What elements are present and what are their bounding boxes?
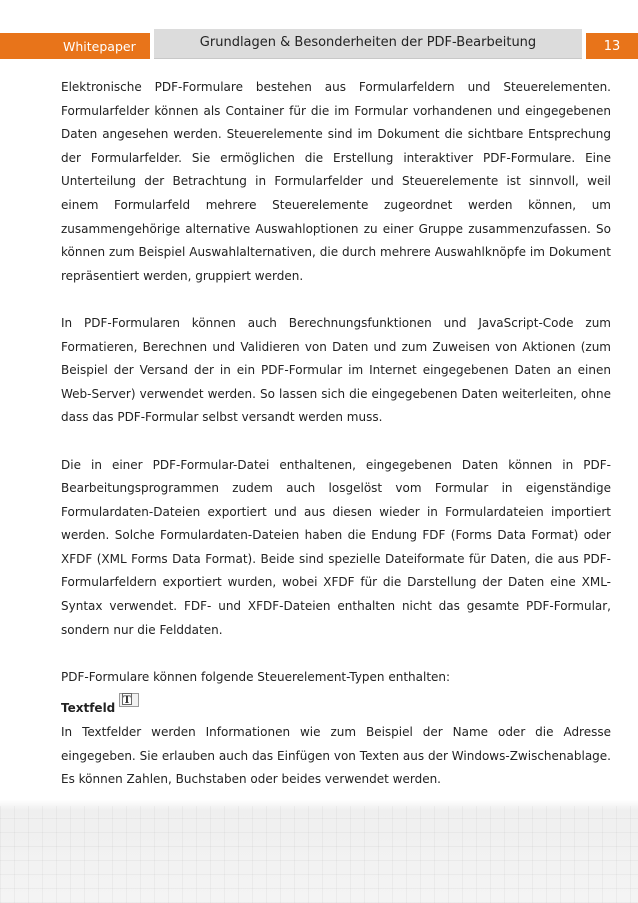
page-body [61,76,611,792]
textfield-icon-glyph: T [123,695,131,707]
header-title: Grundlagen & Besonderheiten der PDF-Bearbeitung [154,29,582,59]
paragraph-form-data-export: Die in einer PDF-Formular-Datei enthaltenen, eingegebenen Daten können in PDF-Bearbeitungsprogrammen zudem auch losgelöst vom Formular in eigenständige Formulardaten-Dateien exportiert und aus diesen wieder in Formulardateien importiert werden. Solche Formulardaten-Dateien haben die Endung FDF (Forms Data Format) oder XFDF (XML Forms Data Format). Beide sind spezielle Dateiformate für Daten, die aus PDF-Formularfeldern exportiert wurden, wobei XFDF für die Darstellung der Daten eine XML-Syntax verwendet. FDF- und XFDF-Dateien enthalten nicht das gesamte PDF-Formular, sondern nur die Felddaten. [61,457,611,637]
page-number: 13 [586,33,638,59]
paragraph-pdf-forms-intro: Elektronische PDF-Formulare bestehen aus Formularfeldern und Steuerelementen. Formularfelder können als Container für die im Formular vorhandenen und eingegebenen Daten angesehen werden. Steuerelemente sind im Dokument die sichtbare Entsprechung der Formularfelder. Sie ermöglichen die Erstellung interaktiver PDF-Formulare. Eine Unterteilung der Betrachtung in Formularfelder und Steuerelemente ist sinnvoll, weil einem Formularfeld mehrere Steuerelemente zugeordnet werden können, um zusammengehörige alternative Auswahloptionen zu einer Gruppe zusammenzufassen. So können zum Beispiel Auswahlalternativen, die durch mehrere Auswahlknöpfe im Dokument repräsentiert werden, gruppiert werden. [61,80,611,283]
page-header [0,29,638,59]
footer-pattern [0,806,638,903]
section-heading-label: Textfeld [61,701,116,716]
header-document-type: Whitepaper [0,33,150,59]
paragraph-control-types-intro: PDF-Formulare können folgende Steuerelement-Typen enthalten: [61,669,451,684]
paragraph-textfeld-description: In Textfelder werden Informationen wie zum Beispiel der Name oder die Adresse eingegeben. Sie erlauben auch das Einfügen von Texten aus der Windows-Zwischenablage. Es können Zahlen, Buchstaben oder beides verwendet werden. [61,725,611,787]
section-heading-textfeld [61,697,611,721]
textfield-icon [119,693,139,707]
paragraph-calculation-functions: In PDF-Formularen können auch Berechnungsfunktionen und JavaScript-Code zum Formatieren, Berechnen und Validieren von Daten und zum Zuweisen von Aktionen (zum Beispiel der Versand der in ein PDF-Formular im Internet eingegebenen Daten an einen Web-Server) verwendet werden. So lassen sich die eingegebenen Daten weiterleiten, ohne dass das PDF-Formular selbst versandt werden muss. [61,315,611,425]
